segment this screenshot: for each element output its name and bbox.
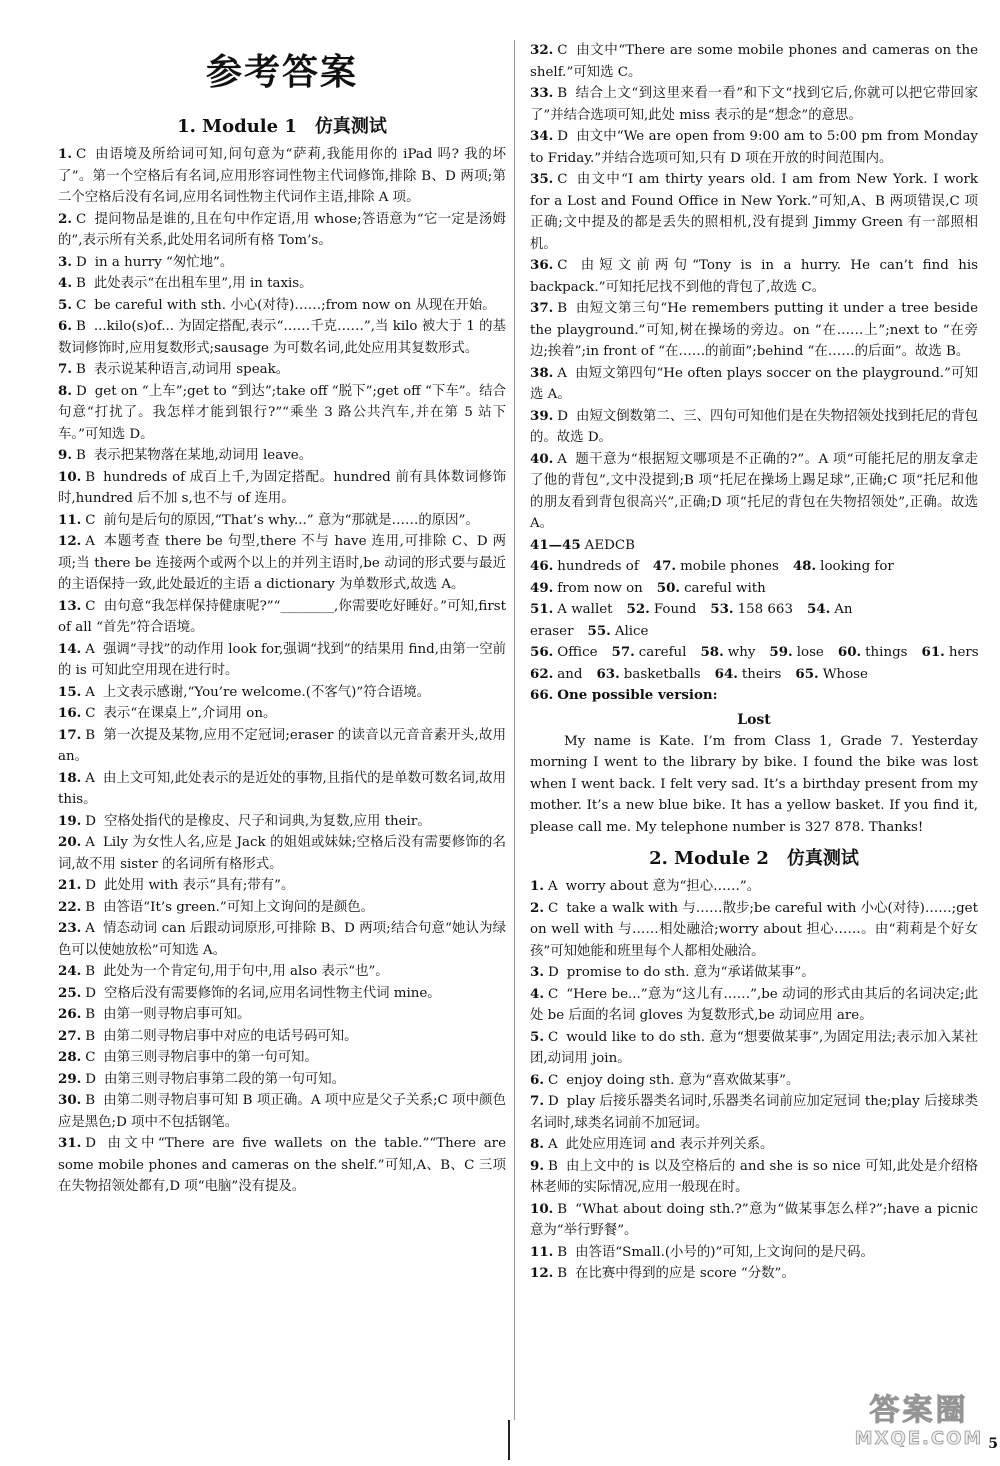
question-number: 37. (530, 300, 554, 316)
answer-text: Found (653, 602, 697, 617)
answer-text: mobile phones (680, 559, 779, 574)
question-number: 24. (58, 963, 82, 979)
question-number: 38. (530, 364, 554, 381)
explanation-text: 由语境及所给词可知,问句意为“萨莉,我能用你的 iPad 吗? 我的坏了”。第一个空格后有名词,应用形容词性物主代词修饰,排除 B、D 两项;第二个空格后没有名词,应用名词性物主代词作主语,排除 A 项。 (58, 147, 506, 205)
question-number: 39. (530, 407, 554, 424)
answer-choice: A (547, 879, 558, 894)
explanation-text: 表示说某种语言,动词用 speak。 (93, 362, 290, 377)
explanation-text: 空格处指代的是橡皮、尺子和词典,为复数,应用 their。 (104, 813, 431, 829)
answer-item (58, 252, 506, 274)
answer-item (530, 1027, 978, 1070)
answer-group (715, 667, 782, 682)
page-title: 参考答案 (205, 52, 358, 93)
watermark-top-text: 答案圈 (869, 1393, 969, 1428)
answer-item (58, 510, 506, 532)
answer-item (58, 725, 506, 768)
column-divider (514, 40, 515, 1420)
answer-item (58, 682, 506, 704)
answer-choice: C (547, 900, 559, 916)
left-answer-list (58, 114, 506, 1198)
explanation-text: 由上文中的 is 以及空格后的 and she is so nice 可知,此处是介绍格林老师的实际情况,应用一般现在时。 (530, 1158, 978, 1195)
question-number: 58. (700, 644, 724, 660)
answer-choice: A (85, 684, 95, 700)
question-number: 28. (58, 1049, 82, 1065)
answer-choice: B (85, 727, 96, 743)
answer-choice: B (85, 964, 96, 979)
question-number: 22. (58, 898, 82, 915)
answer-choice: B (557, 1244, 568, 1260)
question-number: 23. (58, 920, 82, 936)
question-number: 1. (58, 146, 72, 162)
answer-group (612, 645, 687, 660)
left-column (58, 40, 506, 1198)
question-number: 6. (58, 318, 72, 334)
answer-group (596, 667, 700, 682)
question-number: 21. (58, 877, 82, 893)
page-number: 5 (988, 1436, 998, 1452)
answer-choice: B (85, 1007, 96, 1022)
section-title: 1. Module 1 仿真测试 (177, 116, 387, 137)
explanation-text: “What about doing sth.?”意为“做某事怎么样?”;have a picnic 意为“举行野餐”。 (530, 1201, 978, 1238)
question-number: 12. (58, 533, 82, 549)
question-number: 55. (587, 622, 611, 639)
answer-item (530, 685, 978, 707)
answer-group (627, 602, 697, 617)
answer-choice: D (85, 1136, 97, 1151)
explanation-text: 第一次提及某物,应用不定冠词;eraser 的读音以元音音素开头,故用 an。 (58, 727, 506, 764)
answer-choice: B (547, 1158, 558, 1174)
answer-item (58, 273, 506, 295)
explanation-text: 提问物品是谁的,且在句中作定语,用 whose;答语意为“它一定是汤姆的”,表示所有关系,此处用名词所有格 Tom’s。 (58, 211, 506, 248)
question-number: 34. (530, 128, 554, 144)
answer-item (530, 898, 978, 963)
explanation-text: take a walk with 与……散步;be careful with 小心(对待)……;get on well with 与……相处融洽;worry about 担心……。由“莉莉是个好女孩”可知她能和班里每个人都相处融洽。 (530, 900, 978, 959)
question-number: 32. (530, 42, 554, 58)
answer-item (58, 445, 506, 467)
answer-item (58, 381, 506, 446)
answer-item (58, 1026, 506, 1048)
answer-item (58, 316, 506, 359)
answer-text: An eraser (530, 602, 853, 639)
answer-text: Alice (614, 623, 649, 639)
question-number: 61. (921, 644, 945, 660)
answer-group (530, 667, 582, 682)
answer-item (530, 126, 978, 169)
question-number: 16. (58, 705, 82, 721)
answer-group (530, 559, 639, 574)
answer-item (530, 1070, 978, 1092)
answer-item (58, 1133, 506, 1198)
answer-choice: A (85, 921, 95, 936)
answer-item (58, 1090, 506, 1133)
answer-group (530, 602, 613, 617)
answer-item (58, 918, 506, 961)
question-number: 62. (530, 665, 554, 682)
answer-item (58, 359, 506, 381)
question-number: 65. (795, 665, 819, 682)
answer-group (838, 645, 908, 660)
question-number: 1. (530, 878, 544, 894)
explanation-text: 由上文可知,此处表示的是近处的事物,且指代的是单数可数名词,故用 this。 (58, 770, 506, 807)
answer-choice: B (75, 276, 86, 291)
answer-item (58, 144, 506, 209)
answer-row (530, 642, 978, 664)
answer-text: Office (557, 645, 598, 660)
answer-choice: D (557, 129, 569, 144)
question-number: 51. (530, 601, 554, 617)
answer-text: and (557, 666, 583, 682)
answer-choice: C (547, 1029, 559, 1045)
question-number: 15. (58, 683, 82, 700)
question-number: 56. (530, 644, 554, 660)
question-number: 59. (769, 644, 793, 660)
question-number: 57. (611, 644, 635, 660)
answer-item (58, 703, 506, 725)
answer-choice: One possible version: (557, 687, 718, 703)
answer-item (58, 467, 506, 510)
explanation-text: 由文中“There are some mobile phones and cameras on the shelf.”可知选 C。 (530, 43, 978, 80)
answer-item (58, 811, 506, 833)
question-number: 3. (58, 253, 72, 270)
answer-item (530, 449, 978, 535)
question-number: 5. (530, 1028, 544, 1045)
answer-choice: C (557, 172, 568, 187)
answer-item (530, 1199, 978, 1242)
answer-choice: D (85, 985, 97, 1001)
explanation-text: 由答语“It’s green.”可知上文询问的是颜色。 (103, 899, 375, 915)
question-number: 17. (58, 726, 82, 743)
answer-item (530, 1091, 978, 1134)
question-number: 7. (530, 1093, 544, 1109)
question-number: 54. (806, 601, 831, 617)
answer-choice: A (85, 835, 95, 850)
answer-item (530, 876, 978, 898)
answer-item (530, 169, 978, 255)
answer-choice: C (547, 1072, 559, 1088)
explanation-text: 此处用 with 表示“具有;带有”。 (104, 878, 295, 893)
explanation-text: “Here be...”意为“这儿有……”,be 动词的形式由其后的名词决定;此处 be 后面的名词 gloves 为复数形式,be 动词应用 are。 (530, 986, 978, 1023)
essay-title: Lost (737, 711, 771, 728)
answer-choice: B (557, 1201, 568, 1217)
answer-group (795, 667, 868, 682)
bottom-rule (508, 1420, 510, 1460)
explanation-text: in a hurry “匆忙地”。 (94, 254, 234, 270)
question-number: 31. (58, 1135, 82, 1151)
question-number: 9. (58, 447, 72, 463)
section-title: 2. Module 2 仿真测试 (649, 848, 859, 869)
answer-item (530, 406, 978, 449)
answer-choice: D (547, 1094, 559, 1109)
answer-choice: C (75, 297, 87, 313)
answer-item (58, 209, 506, 252)
explanation-text: 由第一则寻物启事可知。 (103, 1007, 251, 1022)
answer-text: Whose (822, 666, 868, 682)
question-number: 4. (530, 985, 544, 1002)
right-column (530, 40, 978, 1285)
answer-choice: B (75, 448, 86, 463)
question-number: 6. (530, 1071, 544, 1088)
answer-text: basketballs (623, 666, 701, 682)
answer-choice: B (85, 1028, 96, 1044)
answer-text: looking for (820, 559, 894, 574)
answer-choice: A (547, 1137, 558, 1152)
answer-item (58, 768, 506, 811)
question-number: 25. (58, 984, 82, 1001)
answer-text: A wallet (557, 602, 613, 617)
answer-item (530, 1134, 978, 1156)
question-number: 30. (58, 1092, 82, 1108)
question-number: 19. (58, 812, 82, 829)
question-number: 66. (530, 687, 554, 703)
answer-item (530, 298, 978, 363)
explanation-text: 结合上文“到这里来看一看”和下文“找到它后,你就可以把它带回家了”并结合选项可知,此处 miss 表示的是“想念”的意思。 (530, 86, 978, 123)
answer-item (58, 295, 506, 317)
explanation-text: 由短文第四句“He often plays soccer on the playground.”可知选 A。 (530, 365, 978, 402)
explanation-text: 由第三则寻物启事中的第一句可知。 (103, 1050, 318, 1065)
answer-item (530, 40, 978, 83)
explanation-text: get on “上车”;get to “到达”;take off “脱下”;get off “下车”。结合句意“打扰了。我怎样才能到银行?”“乘坐 3 路公共汽车,并在第 5 站下车。”可知选 D。 (58, 383, 506, 442)
question-number: 33. (530, 85, 554, 101)
answer-text: things (865, 645, 908, 660)
answer-group (710, 602, 793, 617)
question-number: 64. (714, 665, 738, 682)
explanation-text: 上文表示感谢,“You’re welcome.(不客气)”符合语境。 (102, 684, 431, 700)
explanation-text: enjoy doing sth. 意为“喜欢做某事”。 (566, 1072, 800, 1088)
answer-item (58, 832, 506, 875)
answer-row (530, 664, 978, 686)
answer-item (58, 897, 506, 919)
answer-item (58, 1004, 506, 1026)
question-number: 46. (530, 558, 554, 574)
answer-text: theirs (741, 666, 782, 682)
explanation-text: 本题考查 there be 句型,there 不与 have 连用,可排除 C、D 两项;当 there be 连接两个或两个以上的并列主语时,be 动词的形式要与最近的主语保持一致,此处最近的主语 a dictionary 为单数形式,故选 A。 (58, 534, 506, 592)
question-number: 10. (58, 468, 82, 485)
question-number: 3. (530, 964, 544, 980)
answer-item (530, 962, 978, 984)
question-number: 60. (837, 644, 862, 660)
question-number: 48. (792, 558, 817, 574)
question-number: 26. (58, 1006, 82, 1022)
answer-text: why (727, 645, 756, 660)
explanation-text: 由第三则寻物启事第二段的第一句可知。 (104, 1071, 346, 1087)
answer-choice: B (85, 899, 96, 915)
question-number: 29. (58, 1070, 82, 1087)
answer-choice: D (75, 383, 87, 399)
answer-choice: C (557, 258, 568, 273)
explanation-text: 此处为一个肯定句,用于句中,用 also 表示“也”。 (103, 964, 389, 979)
explanation-text: would like to do sth. 意为“想要做某事”,为固定用法;表示加入某社团,动词用 join。 (530, 1029, 978, 1066)
answer-choice: B (557, 86, 568, 101)
answer-item (58, 961, 506, 983)
answer-choice: D (75, 254, 87, 270)
explanation-text: Lily 为女性人名,应是 Jack 的姐姐或妹妹;空格后没有需要修饰的名词,故不用 sister 的名词所有格形式。 (58, 835, 506, 872)
answer-group (653, 559, 779, 574)
question-number: 63. (596, 665, 620, 682)
question-number: 53. (710, 601, 734, 617)
answer-group (922, 645, 979, 660)
answer-item (58, 1069, 506, 1091)
question-number: 12. (530, 1265, 554, 1281)
answer-choice: B (75, 362, 86, 377)
question-number: 11. (530, 1243, 554, 1260)
question-number: 47. (652, 558, 677, 574)
answer-choice: D (557, 408, 569, 424)
explanation-text: be careful with sth. 小心(对待)……;from now on 从现在开始。 (94, 297, 496, 313)
watermark-bottom-text: MXQE.COM (854, 1428, 984, 1449)
explanation-text: 情态动词 can 后跟动词原形,可排除 B、D 两项;结合句意“她认为绿色可以使她放松”可知选 A。 (58, 921, 506, 958)
watermark-logo (844, 1394, 994, 1456)
explanation-text: worry about 意为“担心……”。 (565, 879, 761, 894)
answer-item (58, 875, 506, 897)
question-number: 27. (58, 1027, 82, 1044)
explanation-text: 由文中“I am thirty years old. I am from New York. I work for a Lost and Found Office in New York.”可知,A、B 两项错误,C 项正确;文中提及的都是丢失的照相机,没有提到 Jimmy Green 有一部照相机。 (530, 172, 978, 252)
answer-item (58, 531, 506, 596)
explanation-text: 强调“寻找”的动作用 look for,强调“找到”的结果用 find,由第一空前的 is 可知此空用现在进行时。 (58, 641, 506, 678)
question-number: 11. (58, 511, 82, 528)
answer-group (769, 645, 823, 660)
answer-choice: D (85, 813, 97, 829)
answer-group (700, 645, 755, 660)
answer-group (793, 559, 894, 574)
answer-choice: A (85, 641, 95, 657)
answer-group (657, 581, 766, 596)
answer-choice: B (85, 469, 96, 485)
answer-row (530, 556, 978, 578)
explanation-text: 前句是后句的原因,“That’s why...” 意为“那就是……的原因”。 (103, 512, 479, 528)
question-number: 35. (530, 171, 554, 187)
answer-choice: A (85, 770, 95, 786)
question-number: 20. (58, 834, 82, 850)
answer-item (530, 535, 978, 557)
question-number: 40. (530, 450, 554, 467)
explanation-text: 空格后没有需要修饰的名词,应用名词性物主代词 mine。 (104, 985, 441, 1001)
answer-choice: C (85, 512, 96, 528)
question-number: 50. (656, 579, 681, 596)
answer-group (588, 624, 649, 639)
answer-group (530, 645, 598, 660)
explanation-text: 在比赛中得到的应是 score “分数”。 (575, 1266, 795, 1281)
answer-text: lose (796, 645, 824, 660)
answer-choice: B (75, 319, 86, 334)
explanation-text: 此处表示“在出租车里”,用 in taxis。 (93, 276, 313, 291)
question-number: 8. (58, 382, 72, 399)
answer-item (530, 363, 978, 406)
answer-item (58, 639, 506, 682)
answer-choice: A (85, 534, 95, 549)
explanation-text: promise to do sth. 意为“承诺做某事”。 (566, 965, 815, 980)
question-number: 52. (626, 601, 650, 617)
explanation-text: play 后接乐器类名词时,乐器类名词前应加定冠词 the;play 后接球类名词时,球类名词前不加冠词。 (530, 1094, 978, 1131)
question-number: 13. (58, 597, 82, 614)
question-number: 14. (58, 640, 82, 657)
explanation-text: 表示把某物落在某地,动词用 leave。 (93, 448, 313, 463)
question-number: 10. (530, 1200, 554, 1217)
explanation-text: 由文中“There are five wallets on the table.”“There are some mobile phones and cameras on the shelf.”可知,A、B、C 三项在失物招领处都有,D 项“电脑”没有提及。 (58, 1136, 506, 1194)
answer-text: hers (948, 645, 979, 660)
explanation-text: 由第二则寻物启事可知 B 项正确。A 项中应是父子关系;C 项中颜色应是黑色;D 项中不包括钢笔。 (58, 1093, 506, 1130)
explanation-text: 由句意“我怎样保持健康呢?”“________,你需要吃好睡好。”可知,first of all “首先”符合语境。 (58, 598, 506, 635)
question-number: 2. (58, 210, 72, 227)
question-number: 9. (530, 1157, 544, 1174)
answer-row (530, 578, 978, 600)
answer-choice: C (85, 1050, 96, 1065)
explanation-text: 由短文第三句“He remembers putting it under a tree beside the playground.”可知,树在操场的旁边。on “在……上”;next to “在旁边;挨着”;in front of “在……的前面”;behind “在……的后面”。故选 B。 (530, 301, 978, 359)
question-number: 5. (58, 296, 72, 313)
answer-choice: AEDCB (584, 537, 635, 553)
explanation-text: 由文中“We are open from 9:00 am to 5:00 pm from Monday to Friday.”并结合选项可知,只有 D 项在开放的时间范围内。 (530, 129, 978, 166)
answer-choice: C (85, 598, 96, 614)
answer-item (530, 1263, 978, 1285)
explanation-text: hundreds of 成百上千,为固定搭配。hundred 前有具体数词修饰时,hundred 后不加 s,也不与 of 连用。 (58, 469, 506, 506)
answer-choice: A (557, 451, 567, 467)
answer-item (530, 255, 978, 298)
answer-text: 158 663 (737, 602, 793, 617)
essay-paragraph: My name is Kate. I’m from Class 1, Grade 7. Yesterday morning I went to the library by bike. I found the bike was lost when I went back. I felt very sad. It’s a birthday present from my mother. It’s a new blue bike. It has a yellow basket. If you find it, please call me. My telephone number is 327 878. Thanks! (530, 733, 978, 835)
answer-choice: B (85, 1093, 96, 1108)
answer-group (530, 581, 643, 596)
answer-choice: C (557, 43, 568, 58)
answer-item (530, 83, 978, 126)
answer-item (58, 983, 506, 1005)
answer-text: hundreds of (557, 559, 639, 574)
answer-choice: D (547, 965, 559, 980)
answer-choice: B (557, 1266, 568, 1281)
answer-choice: C (75, 211, 87, 227)
explanation-text: 由短文前两句“Tony is in a hurry. He can’t find his backpack.”可知托尼找不到他的背包了,故选 C。 (530, 258, 978, 295)
explanation-text: 题干意为“根据短文哪项是不正确的?”。A 项“可能托尼的朋友拿走了他的背包”,文中没提到;B 项“托尼在操场上踢足球”,正确;C 项“托尼和他的朋友看到背包很高兴”,正确;D 项“托尼的背包在失物招领处”,正确。故选 A。 (530, 451, 978, 531)
answer-choice: D (85, 878, 97, 893)
answer-choice: C (547, 986, 559, 1002)
explanation-text: 由答语“Small.(小号的)”可知,上文询问的是尺码。 (575, 1244, 874, 1260)
answer-choice: A (557, 365, 567, 381)
right-answer-list (530, 40, 978, 1285)
question-number: 49. (530, 579, 554, 596)
answer-choice: B (557, 301, 568, 316)
explanation-text: 表示“在课桌上”,介词用 on。 (103, 706, 277, 721)
question-number: 36. (530, 257, 554, 273)
answer-choice: C (75, 147, 87, 162)
answer-item (58, 1047, 506, 1069)
explanation-text: ...kilo(s)of... 为固定搭配,表示“……千克……”,当 kilo 被大于 1 的基数词修饰时,应用复数形式;sausage 为可数名词,此处应用其复数形式。 (58, 319, 506, 356)
explanation-text: 此处应用连词 and 表示并列关系。 (565, 1137, 774, 1152)
question-number: 2. (530, 899, 544, 916)
question-number: 7. (58, 361, 72, 377)
answer-item (530, 1242, 978, 1264)
answer-text: from now on (557, 580, 643, 596)
answer-item (58, 596, 506, 639)
explanation-text: 由第二则寻物启事中对应的电话号码可知。 (103, 1028, 358, 1044)
question-number: 4. (58, 275, 72, 291)
question-number: 41—45 (530, 536, 581, 553)
answer-text: careful with (684, 580, 766, 596)
answer-item (530, 1156, 978, 1199)
answer-item (530, 984, 978, 1027)
question-number: 18. (58, 769, 82, 786)
answer-choice: C (85, 706, 96, 721)
answer-choice: D (85, 1071, 97, 1087)
explanation-text: 由短文倒数第二、三、四句可知他们是在失物招领处找到托尼的背包的。故选 D。 (530, 408, 978, 445)
answer-row (530, 599, 978, 642)
question-number: 8. (530, 1136, 544, 1152)
answer-text: careful (638, 645, 687, 660)
